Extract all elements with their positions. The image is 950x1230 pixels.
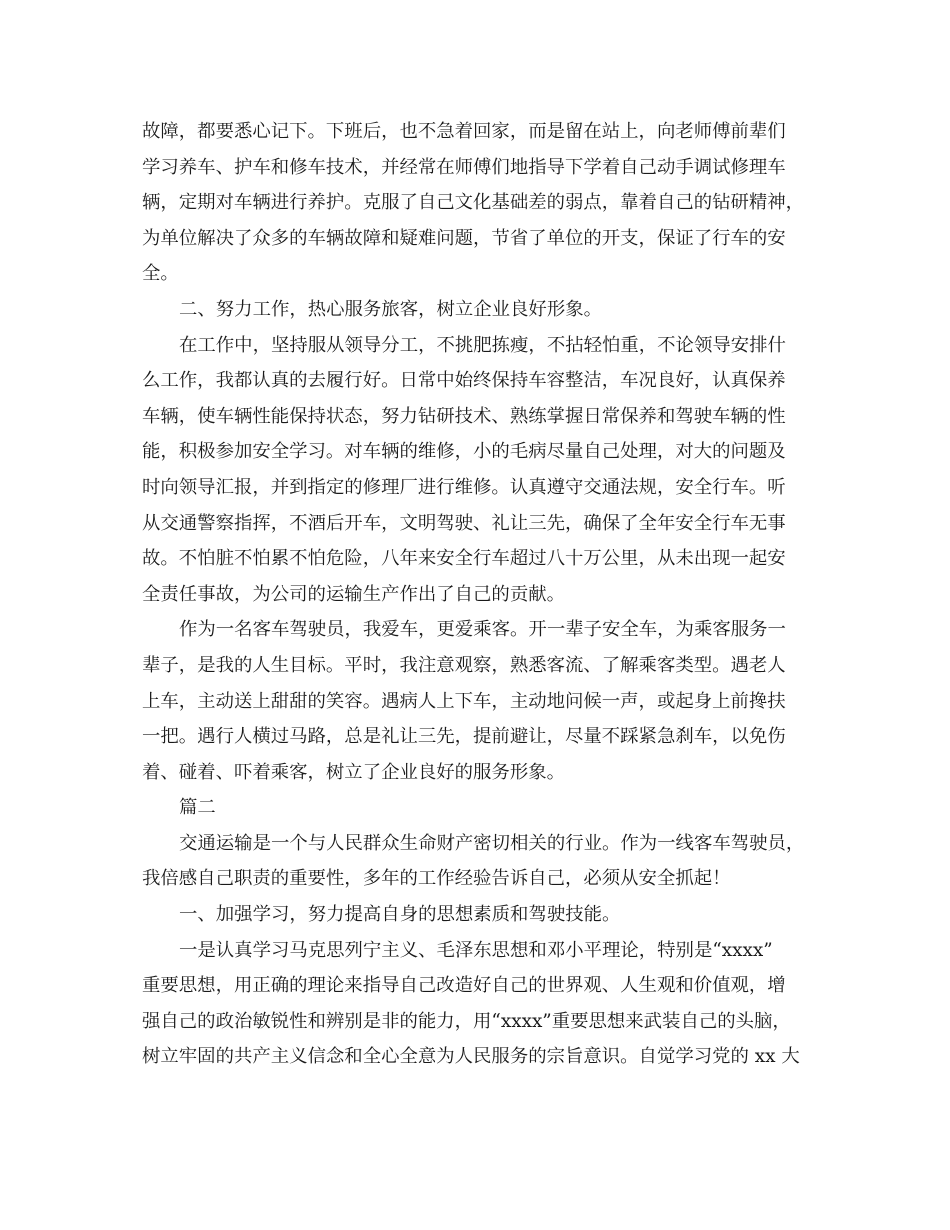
text-line: 故。不怕脏不怕累不怕危险，八年来安全行车超过八十万公里，从未出现一起安: [142, 548, 786, 570]
text-line: 时向领导汇报，并到指定的修理厂进行维修。认真遵守交通法规，安全行车。听: [142, 476, 786, 498]
text-line: 学习养车、护车和修车技术，并经常在师傅们地指导下学着自己动手调试修理车: [142, 156, 786, 178]
text-line: 故障，都要悉心记下。下班后，也不急着回家，而是留在站上，向老师傅前辈们: [142, 121, 786, 142]
section-heading: 篇二: [179, 797, 216, 819]
text-line: 作为一名客车驾驶员，我爱车，更爱乘客。开一辈子安全车，为乘客服务一: [179, 619, 786, 641]
text-line: 树立牢固的共产主义信念和全心全意为人民服务的宗旨意识。自觉学习党的 xx 大: [142, 1046, 800, 1068]
text-line: 辆，定期对车辆进行养护。克服了自己文化基础差的弱点，靠着自己的钻研精神，: [142, 192, 805, 214]
text-line: 辈子，是我的人生目标。平时，我注意观察，熟悉客流、了解乘客类型。遇老人: [142, 654, 786, 676]
text-line: 一是认真学习马克思列宁主义、毛泽东思想和邓小平理论，特别是“xxxx”: [179, 939, 773, 961]
text-line: 一把。遇行人横过马路，总是礼让三先，提前避让，尽量不踩紧急刹车，以免伤: [142, 726, 786, 748]
text-line: 全责任事故，为公司的运输生产作出了自己的贡献。: [142, 583, 565, 605]
text-line: 能，积极参加安全学习。对车辆的维修，小的毛病尽量自己处理，对大的问题及: [142, 441, 786, 463]
text-line: 为单位解决了众多的车辆故障和疑难问题，节省了单位的开支，保证了行车的安: [142, 227, 786, 249]
document-body: [142, 114, 804, 1075]
text-line: 上车，主动送上甜甜的笑容。遇病人上下车，主动地问候一声，或起身上前搀扶: [142, 690, 786, 712]
text-line: 在工作中，坚持服从领导分工，不挑肥拣瘦，不拈轻怕重，不论领导安排什: [179, 334, 786, 356]
text-line: 交通运输是一个与人民群众生命财产密切相关的行业。作为一线客车驾驶员，: [179, 832, 805, 854]
text-line: 从交通警察指挥，不酒后开车，文明驾驶、礼让三先，确保了全年安全行车无事: [142, 512, 786, 534]
section-heading: 二、努力工作，热心服务旅客，树立企业良好形象。: [179, 298, 602, 320]
text-line: 我倍感自己职责的重要性，多年的工作经验告诉自己，必须从安全抓起！: [142, 868, 731, 890]
text-line: 强自己的政治敏锐性和辨别是非的能力，用“xxxx”重要思想来武装自己的头脑，: [142, 1010, 791, 1032]
text-line: 车辆，使车辆性能保持状态，努力钻研技术、熟练掌握日常保养和驾驶车辆的性: [142, 405, 786, 427]
text-line: 重要思想，用正确的理论来指导自己改造好自己的世界观、人生观和价值观，增: [142, 975, 786, 997]
text-line: 么工作，我都认真的去履行好。日常中始终保持车容整洁，车况良好，认真保养: [142, 370, 786, 392]
text-line: 全。: [142, 263, 179, 285]
text-line: 着、碰着、吓着乘客，树立了企业良好的服务形象。: [142, 761, 565, 783]
section-heading: 一、加强学习，努力提高自身的思想素质和驾驶技能。: [179, 904, 621, 926]
